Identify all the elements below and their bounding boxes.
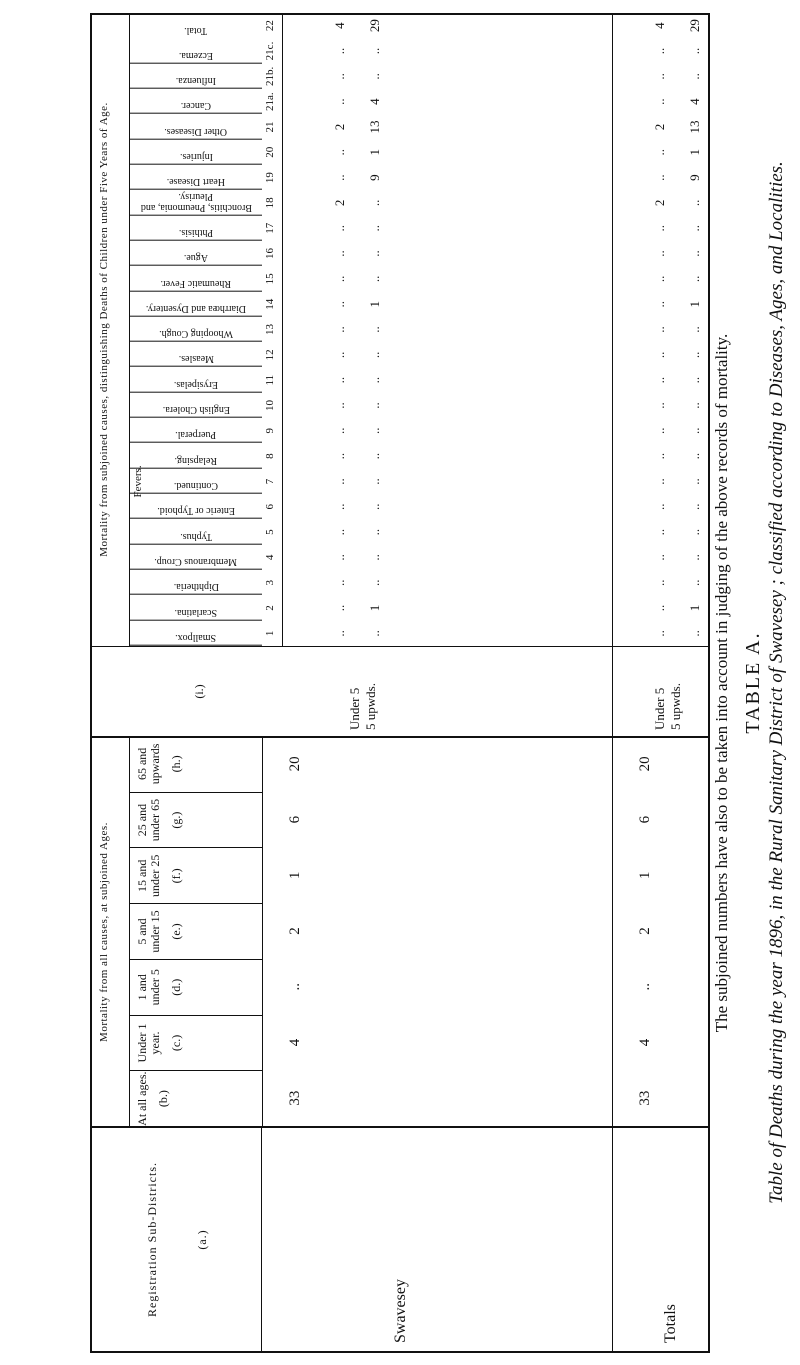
disease-value-up: .. [687,579,702,586]
disease-value-u5: .. [332,73,347,80]
disease-column-header: Total. [184,25,208,37]
disease-column-number: 1 [264,630,276,637]
age-column-letter: (b.) [156,1090,170,1108]
disease-value-u5: .. [332,503,347,510]
disease-value-up: 1 [687,604,702,612]
age-split-column [92,646,708,736]
disease-value-u5: .. [652,174,667,181]
disease-column-header: Measles. [130,342,262,367]
age-value-total: 20 [637,756,653,772]
age-header-divider [262,738,263,1126]
disease-column-header: Injuries. [130,140,262,165]
disease-value-u5: 2 [652,123,667,131]
age-value-total: 1 [637,871,653,880]
disease-column-header: Scarlatina. [130,595,262,620]
disease-value-u5: 2 [332,199,347,207]
disease-column-number: 17 [264,222,276,234]
disease-column-number: 16 [264,248,276,260]
disease-value-up: .. [687,250,702,257]
disease-value-u5: .. [652,300,667,308]
disease-column-header: Bronchitis, Pneumonia, and Pleurisy. [130,190,262,215]
disease-column-number: 13 [264,324,276,336]
age-value-district: 4 [287,1038,303,1047]
disease-value-up: 29 [367,19,382,33]
registration-column [92,1126,708,1351]
disease-value-u5: 4 [652,22,667,29]
disease-value-up: .. [687,554,702,561]
age-column-letter: (e.) [169,923,183,940]
disease-column-header: Rheumatic Fever. [130,266,262,291]
disease-column-number: 20 [264,146,276,158]
disease-value-u5: .. [652,326,667,333]
disease-value-u5: .. [332,478,347,485]
disease-value-up: .. [687,224,702,232]
age-value-district: 1 [287,871,303,880]
disease-value-up: 4 [687,98,702,105]
age-split-letter: (i.) [192,684,206,699]
disease-value-u5: 2 [652,199,667,207]
disease-value-u5: .. [652,376,667,384]
disease-value-up: .. [687,47,702,55]
disease-value-u5: .. [652,275,667,283]
disease-value-u5: .. [652,149,667,156]
disease-column-header: Enteric or Typhoid. [130,494,262,519]
disease-value-up: .. [687,503,702,510]
disease-value-u5: .. [652,427,667,435]
disease-column-number: 21c. [264,41,276,61]
disease-value-up: 13 [687,120,702,134]
fevers-group-label: Fevers. [132,465,144,498]
totals-under5-label: Under 5 5 upwds. [652,683,683,730]
age-column-label: 65 and upwards [135,743,162,785]
disease-column-header: Whooping Cough. [130,317,262,342]
age-column-letter: (d.) [169,978,183,996]
disease-value-up: .. [367,579,382,586]
disease-column-header: Diphtheria. [130,570,262,595]
disease-column-header: Erysipelas. [130,368,262,393]
age-value-district: .. [287,982,303,991]
disease-value-up: .. [687,275,702,283]
disease-value-u5: .. [652,98,667,105]
disease-value-u5: .. [332,579,347,586]
disease-column-number: 21a. [264,92,276,111]
disease-column-number: 15 [264,273,276,285]
disease-value-u5: .. [652,224,667,232]
disease-column-number: 18 [264,197,276,209]
age-column-header [130,847,262,903]
disease-value-u5: .. [332,376,347,384]
mortality-table [90,13,710,1353]
disease-value-up: .. [367,199,382,207]
disease-column-number: 4 [264,554,276,561]
disease-value-u5: .. [652,452,667,460]
disease-value-up: 1 [687,149,702,156]
age-column-letter: (c.) [169,1034,183,1052]
disease-value-up: .. [367,351,382,359]
disease-column-header: Ague. [130,241,262,266]
age-value-district: 20 [287,756,303,772]
age-column-header [130,792,262,848]
disease-value-u5: .. [332,174,347,181]
disease-column-header: English Cholera. [130,393,262,418]
district-name: Swavesey [392,1279,409,1343]
age-value-district: 33 [287,1090,303,1106]
age-value-district: 2 [287,927,303,935]
disease-column-header: Smallpox. [130,621,262,646]
age-column-header [130,959,262,1015]
disease-column-number: 14 [264,298,276,310]
disease-value-u5: .. [652,503,667,510]
disease-value-up: .. [687,199,702,207]
age-column-header [130,736,262,792]
disease-column-number: 21 [264,121,276,133]
age-column-header [130,1070,262,1126]
disease-value-u5: .. [332,250,347,257]
disease-value-up: .. [367,250,382,257]
disease-column-number: 8 [264,453,276,459]
disease-value-u5: .. [332,554,347,561]
disease-value-up: .. [687,402,702,409]
disease-value-up: .. [367,528,382,536]
totals-label: Totals [662,1304,679,1343]
disease-value-u5: .. [652,73,667,80]
disease-column-header: Phthisis. [130,216,262,241]
disease-value-u5: .. [332,224,347,232]
disease-value-up: 1 [367,300,382,308]
disease-value-u5: .. [652,250,667,257]
age-column-label: Under 1 year. [135,1023,162,1063]
disease-column-header: Continued. [130,469,262,494]
disease-header-divider [282,13,283,646]
age-value-total: 4 [637,1038,653,1047]
age-column-label: At all ages. [135,1071,149,1126]
disease-column-header: Relapsing. [130,443,262,468]
disease-value-u5: .. [652,554,667,561]
disease-column-header: Cancer. [130,89,262,114]
all-causes-section [92,736,708,1126]
age-column-label: 25 and under 65 [135,798,162,842]
disease-value-u5: 2 [332,123,347,131]
disease-value-u5: .. [332,351,347,359]
disease-column-number: 3 [264,579,276,586]
disease-value-up: .. [367,452,382,460]
disease-value-u5: .. [332,98,347,105]
disease-column-header: Influenza. [130,64,262,89]
disease-column-number: 10 [264,399,276,411]
disease-value-up: .. [367,478,382,485]
disease-value-up: .. [367,402,382,409]
disease-column-number: 22 [264,20,276,32]
disease-value-u5: .. [332,402,347,409]
disease-column-header: Other Diseases. [130,114,262,139]
registration-header [92,1128,262,1351]
disease-column-number: 2 [264,605,276,611]
disease-value-up: .. [687,376,702,384]
disease-value-u5: 4 [332,22,347,29]
disease-value-u5: .. [652,528,667,536]
disease-value-up: .. [687,478,702,485]
disease-column-header: Typhus. [130,519,262,544]
disease-value-up: .. [367,224,382,232]
disease-column-header: Diarrhœa and Dysentery. [130,292,262,317]
disease-column-number: 11 [264,374,276,386]
disease-column-header: Heart Disease. [130,165,262,190]
age-column-letter: (f.) [169,868,183,884]
disease-value-up: 4 [367,98,382,105]
disease-value-u5: .. [652,351,667,359]
disease-value-up: 9 [367,174,382,181]
disease-value-up: .. [367,427,382,435]
disease-value-u5: .. [332,326,347,333]
disease-value-u5: .. [332,300,347,308]
age-value-district: 6 [287,815,303,824]
disease-value-u5: .. [332,47,347,55]
registration-header-text: Registration Sub-Districts. [145,1162,159,1317]
age-column-header [130,1015,262,1071]
disease-column-header: Eczema. [130,38,262,63]
disease-value-up: 1 [687,300,702,308]
age-column-label: 15 and under 25 [135,854,162,897]
footnote: The subjoined numbers have also to be taken into account in judging of the above records of mortality. [712,333,731,1033]
disease-value-u5: .. [332,275,347,283]
totals-divider [612,15,613,1351]
age-value-total: 2 [637,927,653,935]
disease-value-up: .. [367,326,382,333]
disease-value-u5: .. [652,630,667,637]
disease-value-u5: .. [652,579,667,586]
disease-value-up: 1 [367,149,382,156]
disease-value-up: 9 [687,174,702,181]
age-column-letter: (g.) [169,811,183,829]
disease-column-header: Puerperal. [130,418,262,443]
disease-value-up: 29 [687,19,702,33]
table-caption: Table of Deaths during the year 1896, in the Rural Sanitary District of Swavesey ; classified according to Diseases, Ages, and Localities. [766,161,787,1204]
disease-value-up: .. [687,326,702,333]
disease-value-up: .. [367,376,382,384]
registration-col-letter: (a.) [195,1229,209,1250]
age-column-letter: (h.) [169,755,183,773]
disease-value-u5: .. [652,402,667,409]
disease-value-up: .. [687,528,702,536]
disease-value-up: 13 [367,120,382,134]
disease-column-number: 19 [264,172,276,184]
disease-value-up: .. [367,630,382,637]
disease-value-up: .. [367,275,382,283]
disease-value-u5: .. [332,427,347,435]
disease-value-up: .. [367,554,382,561]
age-column-header [130,903,262,959]
disease-column-number: 9 [264,428,276,434]
disease-column-number: 5 [264,529,276,535]
disease-column-header: Membranous Croup. [130,545,262,570]
disease-value-u5: .. [332,630,347,637]
disease-column-number: 12 [264,349,276,361]
district-under5-label: Under 5 5 upwds. [347,683,378,730]
disease-column-number: 21b. [264,66,276,86]
disease-value-up: .. [367,503,382,510]
diseases-header: Mortality from subjoined causes, distinguishing Deaths of Children under Five Years of Age. [92,13,130,646]
disease-value-u5: .. [332,528,347,536]
disease-value-up: .. [367,73,382,80]
disease-value-up: 1 [367,604,382,612]
disease-value-up: .. [687,630,702,637]
diseases-section [92,13,708,646]
disease-column-number: 7 [264,478,276,485]
disease-value-up: .. [367,47,382,55]
disease-value-u5: .. [652,604,667,612]
disease-value-u5: .. [652,47,667,55]
disease-value-up: .. [687,73,702,80]
age-value-total: .. [637,982,653,991]
disease-value-u5: .. [332,452,347,460]
disease-value-up: .. [687,427,702,435]
disease-value-u5: .. [332,149,347,156]
all-causes-header: Mortality from all causes, at subjoined Ages. [92,738,130,1126]
age-value-total: 33 [637,1090,653,1106]
table-label: TABLE A. [742,631,764,734]
disease-value-up: .. [687,452,702,460]
age-value-total: 6 [637,815,653,824]
age-column-label: 1 and under 5 [135,969,162,1006]
disease-column-number: 6 [264,504,276,510]
disease-value-up: .. [687,351,702,359]
age-column-label: 5 and under 15 [135,910,162,953]
disease-value-u5: .. [332,604,347,612]
disease-value-u5: .. [652,478,667,485]
